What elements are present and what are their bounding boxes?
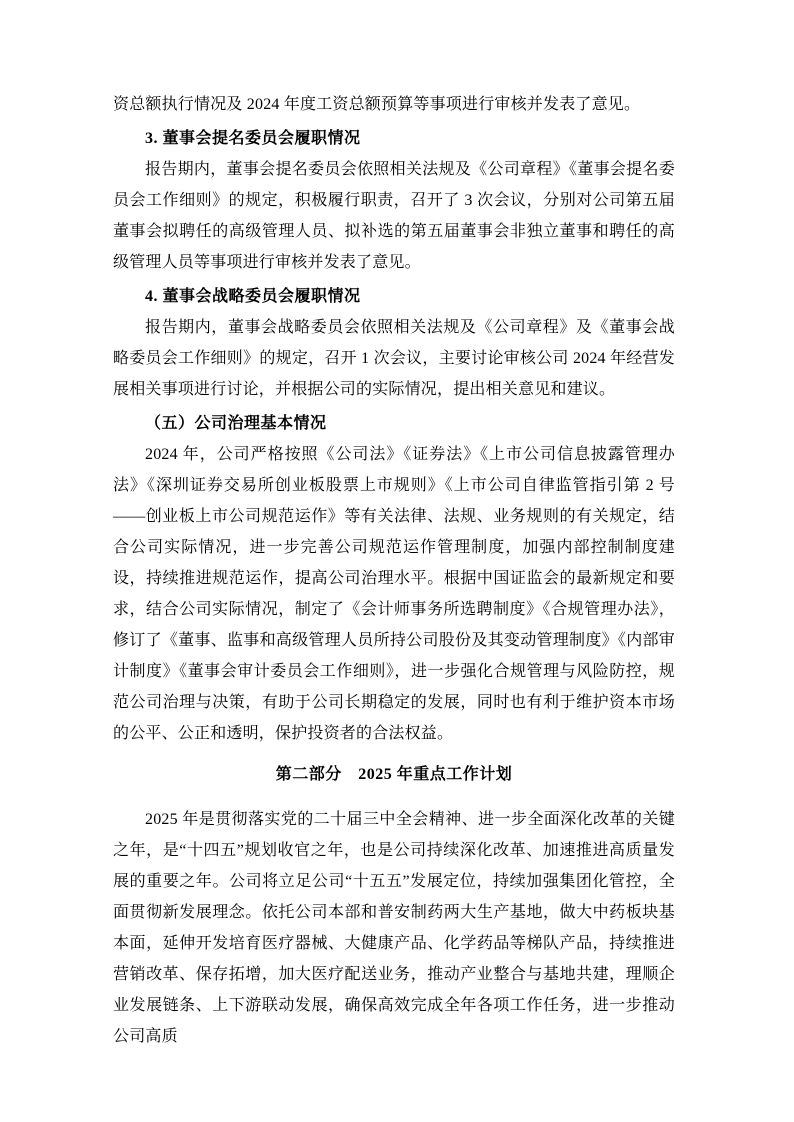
paragraph: 2025 年是贯彻落实党的二十届三中全会精神、进一步全面深化改革的关键之年，是“十四五”规划收官之年，也是公司持续深化改革、加速推进高质量发展的重要之年。公司将立足公司“十五五”发展定位，持续加强集团化管控，全面贯彻新发展理念。依托公司本部和普安制药两大生产基地，做大中药板块基本面，延伸开发培育医疗器械、大健康产品、化学药品等梯队产品，持续推进营销改革、保存拓增，加大医疗配送业务，推动产业整合与基地共建，理顺企业发展链条、上下游联动发展，确保高效完成全年各项工作任务，进一步推动公司高质 — [113, 811, 675, 1045]
paragraph-continuation: 资总额执行情况及 2024 年度工资总额预算等事项进行审核并发表了意见。 — [113, 96, 641, 113]
section-heading: （五）公司治理基本情况 — [145, 415, 327, 432]
section-heading: 4. 董事会战略委员会履职情况 — [145, 288, 361, 305]
paragraph: 2024 年，公司严格按照《公司法》《证券法》《上市公司信息披露管理办法》《深圳证券交易所创业板股票上市规则》《上市公司自律监管指引第 2 号——创业板上市公司规范运作》等有关法律、法规、业务规则的有关规定，结合公司实际情况，进一步完善公司规范运作管理制度，加强内部控制制度建设，持续推进规范运作，提高公司治理水平。根据中国证监会的最新规定和要求，结合公司实际情况，制定了《会计师事务所选聘制度》《合规管理办法》，修订了《董事、监事和高级管理人员所持公司股份及其变动管理制度》《内部审计制度》《董事会审计委员会工作细则》，进一步强化合规管理与风险防控，规范公司治理与决策，有助于公司长期稳定的发展，同时也有利于维护资本市场的公平、公正和透明，保护投资者的合法权益。 — [113, 446, 675, 742]
part-title: 第二部分 2025 年重点工作计划 — [275, 766, 513, 783]
document-body — [113, 89, 675, 1052]
paragraph: 报告期内，董事会提名委员会依照相关法规及《公司章程》《董事会提名委员会工作细则》的规定，积极履行职责，召开了 3 次会议，分别对公司第五届董事会拟聘任的高级管理人员、拟补选的第五届董事会非独立董事和聘任的高级管理人员等事项进行审核并发表了意见。 — [113, 161, 675, 271]
paragraph: 报告期内，董事会战略委员会依照相关法规及《公司章程》及《董事会战略委员会工作细则》的规定，召开 1 次会议，主要讨论审核公司 2024 年经营发展相关事项进行讨论，并根据公司的实际情况，提出相关意见和建议。 — [113, 319, 675, 398]
section-heading: 3. 董事会提名委员会履职情况 — [145, 130, 361, 147]
